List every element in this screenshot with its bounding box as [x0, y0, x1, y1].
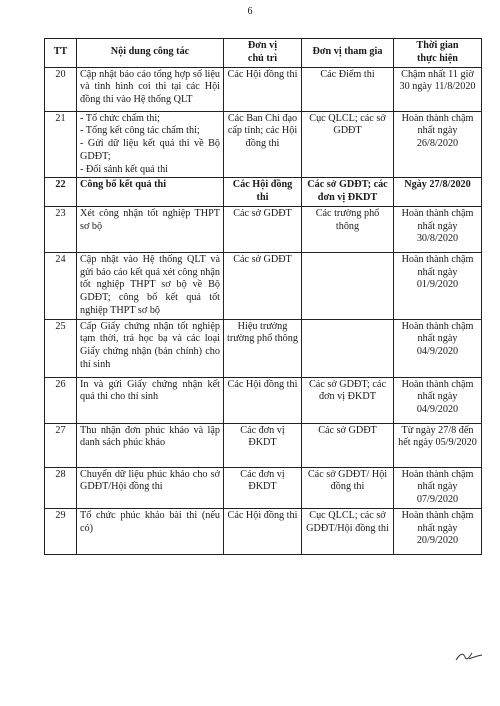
header-time-line1: Thời gian — [416, 40, 459, 51]
header-lead-line1: Đơn vị — [247, 40, 278, 51]
task-content-line: Cập nhật báo cáo tổng hợp số liệu và tình hình coi thi tại các Hội đồng thi vào Hệ thống QLT — [80, 68, 220, 105]
lead-unit: Các sở GDĐT — [224, 252, 302, 319]
completion-time: Chậm nhất 11 giờ 30 ngày 11/8/2020 — [394, 67, 482, 111]
row-number: 23 — [45, 206, 77, 252]
completion-time: Hoàn thành chậm nhất ngày 26/8/2020 — [394, 111, 482, 178]
task-content-line: Công bố kết quả thi — [80, 179, 167, 191]
row-number: 29 — [45, 508, 77, 554]
lead-unit: Các Hội đồng thi — [224, 67, 302, 111]
completion-time: Hoàn thành chậm nhất ngày 20/9/2020 — [394, 508, 482, 554]
participating-unit — [302, 252, 394, 319]
row-number: 28 — [45, 467, 77, 508]
task-content — [77, 252, 224, 319]
participating-unit: Các sở GDĐT — [302, 423, 394, 467]
task-content-line: - Đối sánh kết quả thi — [80, 163, 168, 175]
schedule-table — [44, 38, 482, 555]
table-row — [45, 111, 482, 178]
task-content — [77, 67, 224, 111]
table-row — [45, 423, 482, 467]
task-content-line: Tổ chức phúc khảo bài thi (nếu có) — [80, 509, 220, 534]
table-body — [45, 67, 482, 554]
participating-unit: Cục QLCL; các sở GDĐT/Hội đồng thi — [302, 508, 394, 554]
table-row — [45, 319, 482, 377]
task-content — [77, 111, 224, 178]
row-number: 21 — [45, 111, 77, 178]
table-row — [45, 508, 482, 554]
header-time-line2: thực hiện — [417, 52, 458, 64]
row-number: 20 — [45, 67, 77, 111]
task-content-line: Xét công nhận tốt nghiệp THPT sơ bộ — [80, 207, 220, 232]
task-content-line: - Tổng kết công tác chấm thi; — [80, 125, 200, 137]
header-row — [45, 39, 482, 68]
participating-unit: Các trường phổ thông — [302, 206, 394, 252]
table-row — [45, 467, 482, 508]
participating-unit — [302, 319, 394, 377]
lead-unit: Các sở GDĐT — [224, 206, 302, 252]
task-content-line: In và gửi Giấy chứng nhận kết quả thi cho thí sinh — [80, 378, 220, 403]
participating-unit: Các Điểm thi — [302, 67, 394, 111]
header-content: Nội dung công tác — [77, 39, 224, 68]
header-participant: Đơn vị tham gia — [302, 39, 394, 68]
task-content-line: - Gửi dữ liệu kết quả thi về Bộ GDĐT; — [80, 138, 220, 162]
header-lead-line2: chủ trì — [247, 52, 278, 64]
lead-unit: Hiệu trưởng trường phổ thông — [224, 319, 302, 377]
completion-time: Hoàn thành chậm nhất ngày 07/9/2020 — [394, 467, 482, 508]
task-content — [77, 467, 224, 508]
table-row — [45, 206, 482, 252]
lead-unit: Các Hội đồng thi — [224, 508, 302, 554]
task-content — [77, 377, 224, 423]
initials-signature — [454, 648, 484, 664]
participating-unit: Cục QLCL; các sở GDĐT — [302, 111, 394, 178]
task-content — [77, 423, 224, 467]
completion-time: Hoàn thành chậm nhất ngày 04/9/2020 — [394, 377, 482, 423]
page-number: 6 — [247, 6, 253, 17]
header-lead-unit — [224, 39, 302, 68]
table-row — [45, 377, 482, 423]
task-content-line: Cấp Giấy chứng nhận tốt nghiệp tạm thời, trả học bạ và các loại Giấy chứng nhận (bản chính) cho thí sinh — [80, 320, 220, 370]
completion-time: Hoàn thành chậm nhất ngày 30/8/2020 — [394, 206, 482, 252]
row-number: 22 — [45, 178, 77, 207]
task-content-line: Cập nhật vào Hệ thống QLT và gửi báo cáo kết quả xét công nhận tốt nghiệp THPT sơ bộ về Bộ GDĐT; công bố kết quả tốt nghiệp THPT sơ bộ — [80, 253, 220, 316]
participating-unit: Các sở GDĐT/ Hội đồng thi — [302, 467, 394, 508]
table-row — [45, 67, 482, 111]
row-number: 25 — [45, 319, 77, 377]
table-row — [45, 252, 482, 319]
lead-unit: Các Hội đồng thi — [224, 377, 302, 423]
lead-unit: Các đơn vị ĐKDT — [224, 467, 302, 508]
task-content-line: Thu nhận đơn phúc khảo và lập danh sách phúc khảo — [80, 424, 220, 449]
header-tt: TT — [45, 39, 77, 68]
table-row — [45, 178, 482, 207]
task-content — [77, 319, 224, 377]
header-time — [394, 39, 482, 68]
row-number: 27 — [45, 423, 77, 467]
completion-time: Ngày 27/8/2020 — [394, 178, 482, 207]
task-content — [77, 508, 224, 554]
completion-time: Từ ngày 27/8 đến hết ngày 05/9/2020 — [394, 423, 482, 467]
completion-time: Hoàn thành chậm nhất ngày 01/9/2020 — [394, 252, 482, 319]
participating-unit: Các sở GDĐT; các đơn vị ĐKDT — [302, 178, 394, 207]
row-number: 24 — [45, 252, 77, 319]
task-content — [77, 178, 224, 207]
lead-unit: Các Hội đồng thi — [224, 178, 302, 207]
lead-unit: Các đơn vị ĐKDT — [224, 423, 302, 467]
task-content-line: - Tổ chức chấm thi; — [80, 112, 161, 124]
completion-time: Hoàn thành chậm nhất ngày 04/9/2020 — [394, 319, 482, 377]
row-number: 26 — [45, 377, 77, 423]
task-content — [77, 206, 224, 252]
lead-unit: Các Ban Chỉ đạo cấp tỉnh; các Hội đồng thi — [224, 111, 302, 178]
task-content-line: Chuyển dữ liệu phúc khảo cho sở GDĐT/Hội đồng thi — [80, 468, 220, 493]
participating-unit: Các sở GDĐT; các đơn vị ĐKDT — [302, 377, 394, 423]
